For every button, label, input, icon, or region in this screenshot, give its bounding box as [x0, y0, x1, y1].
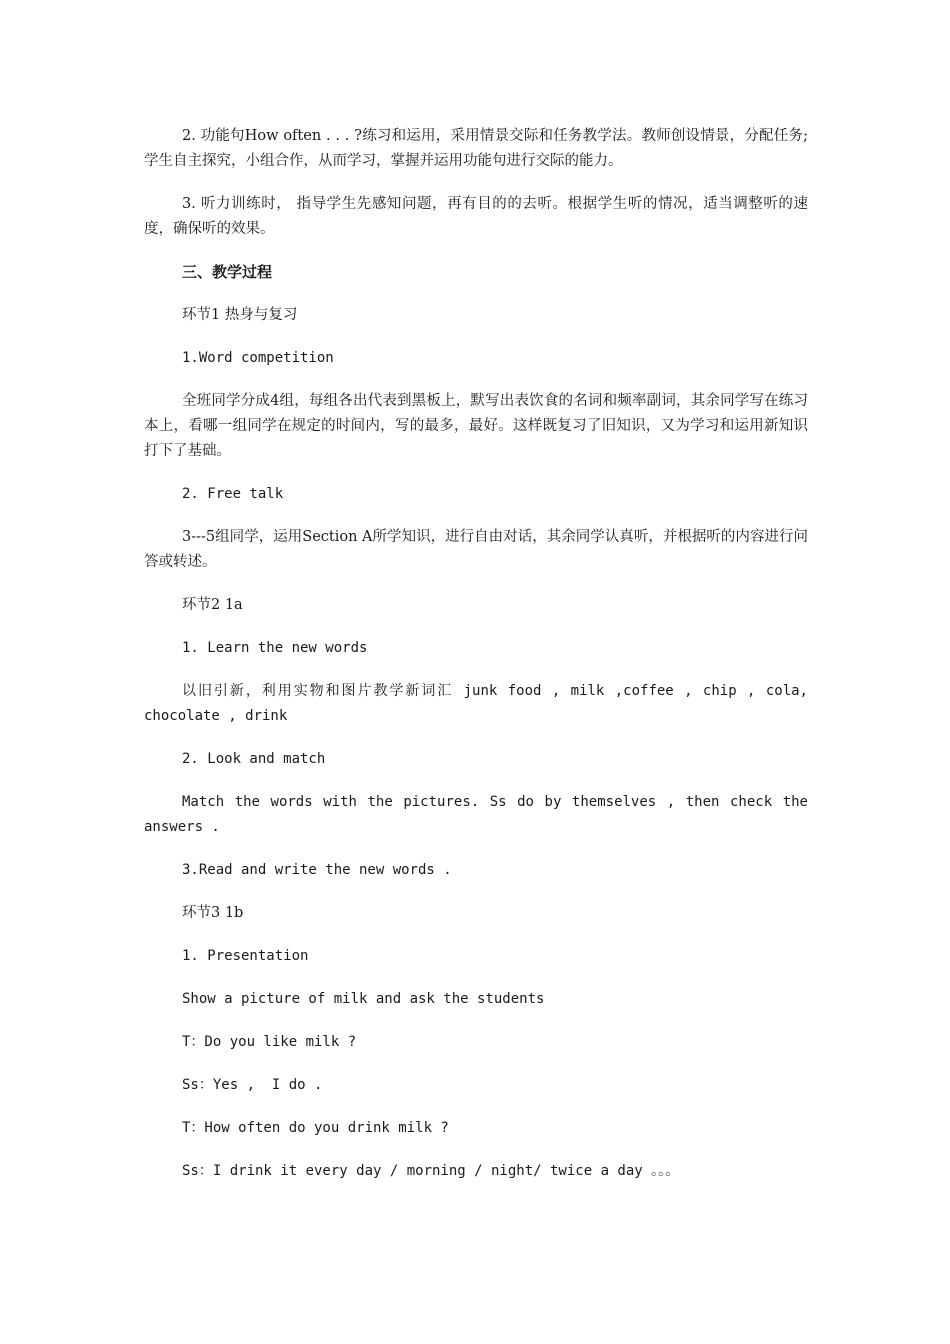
- document-page: [144, 124, 817, 1202]
- paragraph-6: Match the words with the pictures. Ss do by themselves , then check the answers .: [144, 794, 817, 835]
- step-3-title: 环节3 1b: [182, 905, 244, 921]
- dialogue-line-4: Ss：I drink it every day / morning / night/ twice a day 。。。: [182, 1163, 680, 1179]
- paragraph-4: 3---5组同学，运用Section A所学知识，进行自由对话，其余同学认真听，并根据听的内容进行问答或转述。: [144, 529, 808, 570]
- paragraph-word-competition: 1.Word competition: [182, 350, 334, 366]
- dialogue-line-2: Ss：Yes , I do .: [182, 1077, 323, 1093]
- paragraph-3: 全班同学分成4组，每组各出代表到黑板上，默写出表饮食的名词和频率副词，其余同学写在练习本上，看哪一组同学在规定的时间内，写的最多，最好。这样既复习了旧知识，又为学习和运用新知识打下了基础。: [144, 393, 808, 459]
- paragraph-1: 2. 功能句How often . . . ?练习和运用，采用情景交际和任务教学法。教师创设情景，分配任务;学生自主探究，小组合作，从而学习，掌握并运用功能句进行交际的能力。: [144, 128, 808, 169]
- paragraph-presentation: 1. Presentation: [182, 948, 309, 964]
- paragraph-5: 以旧引新，利用实物和图片教学新词汇 junk food , milk ,coffee , chip , cola, chocolate , drink: [144, 683, 817, 724]
- dialogue-line-3: T：How often do you drink milk ?: [182, 1120, 449, 1136]
- step-1-title: 环节1 热身与复习: [182, 307, 298, 323]
- paragraph-free-talk: 2. Free talk: [182, 486, 284, 502]
- dialogue-line-1: T：Do you like milk ?: [182, 1034, 357, 1050]
- paragraph-2: 3. 听力训练时， 指导学生先感知问题，再有目的的去听。根据学生听的情况，适当调整听的速度，确保听的效果。: [144, 196, 808, 237]
- paragraph-read-and-write: 3.Read and write the new words .: [182, 862, 452, 878]
- paragraph-learn-new-words: 1. Learn the new words: [182, 640, 368, 656]
- section-heading: 三、教学过程: [182, 263, 273, 281]
- paragraph-look-and-match: 2. Look and match: [182, 751, 326, 767]
- paragraph-7: Show a picture of milk and ask the students: [182, 991, 545, 1007]
- step-2-title: 环节2 1a: [182, 597, 243, 613]
